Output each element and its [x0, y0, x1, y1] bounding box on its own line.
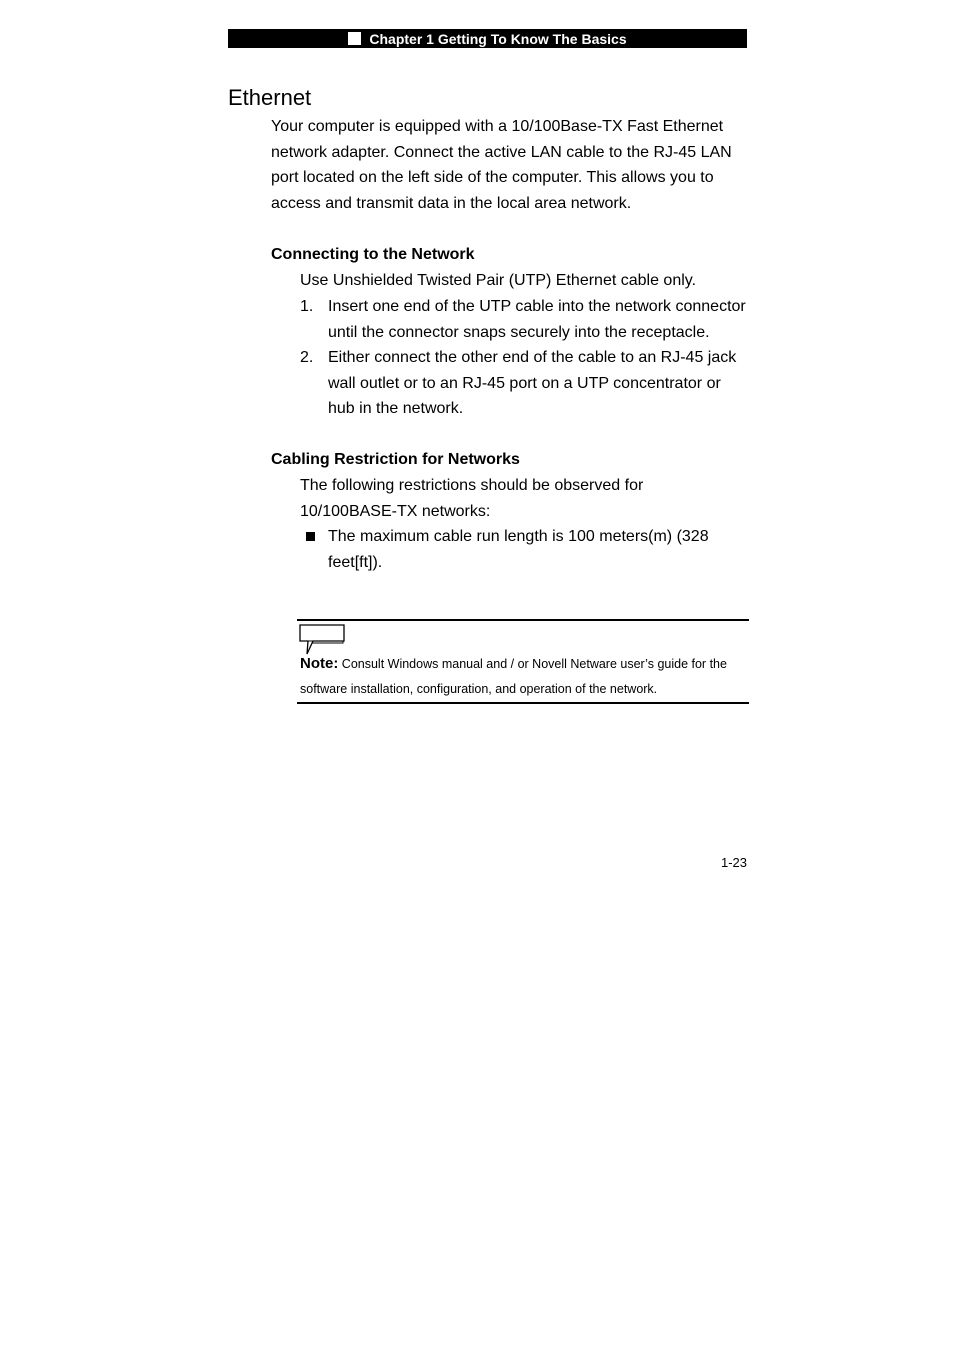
note-text: [300, 651, 746, 702]
list-text: Insert one end of the UTP cable into the network connector until the connector snaps securely into the receptacle.: [328, 298, 746, 341]
section-title: Ethernet: [228, 85, 312, 110]
list-text: Either connect the other end of the cable to an RJ-45 jack wall outlet or to an RJ-45 port on a UTP concentrator or hub in the network.: [328, 349, 737, 418]
chapter-header: [228, 29, 747, 48]
note-box: [297, 619, 749, 704]
header-square-icon: [348, 32, 361, 45]
list-number: 2.: [300, 349, 314, 366]
connecting-lead: Use Unshielded Twisted Pair (UTP) Ethernet cable only.: [300, 272, 697, 289]
intro-paragraph: Your computer is equipped with a 10/100Base-TX Fast Ethernet network adapter. Connect the active LAN cable to the RJ-45 LAN port located on the left side of the computer. This allows you to access and transmit data in the local area network.: [271, 118, 732, 212]
bullet-square-icon: [306, 532, 315, 541]
chapter-title: Chapter 1 Getting To Know The Basics: [369, 30, 627, 47]
bullet-text: The maximum cable run length is 100 meters(m) (328 feet[ft]).: [328, 528, 709, 571]
page-number: 1-23: [720, 855, 747, 870]
cabling-lead: The following restrictions should be observed for 10/100BASE-TX networks:: [300, 477, 644, 520]
note-body: Consult Windows manual and / or Novell Netware user’s guide for the software installation, configuration, and operation of the network.: [300, 657, 727, 696]
list-number: 1.: [300, 298, 314, 315]
note-label: Note:: [300, 655, 339, 672]
connecting-heading: Connecting to the Network: [271, 246, 475, 263]
cabling-heading: Cabling Restriction for Networks: [271, 451, 520, 468]
